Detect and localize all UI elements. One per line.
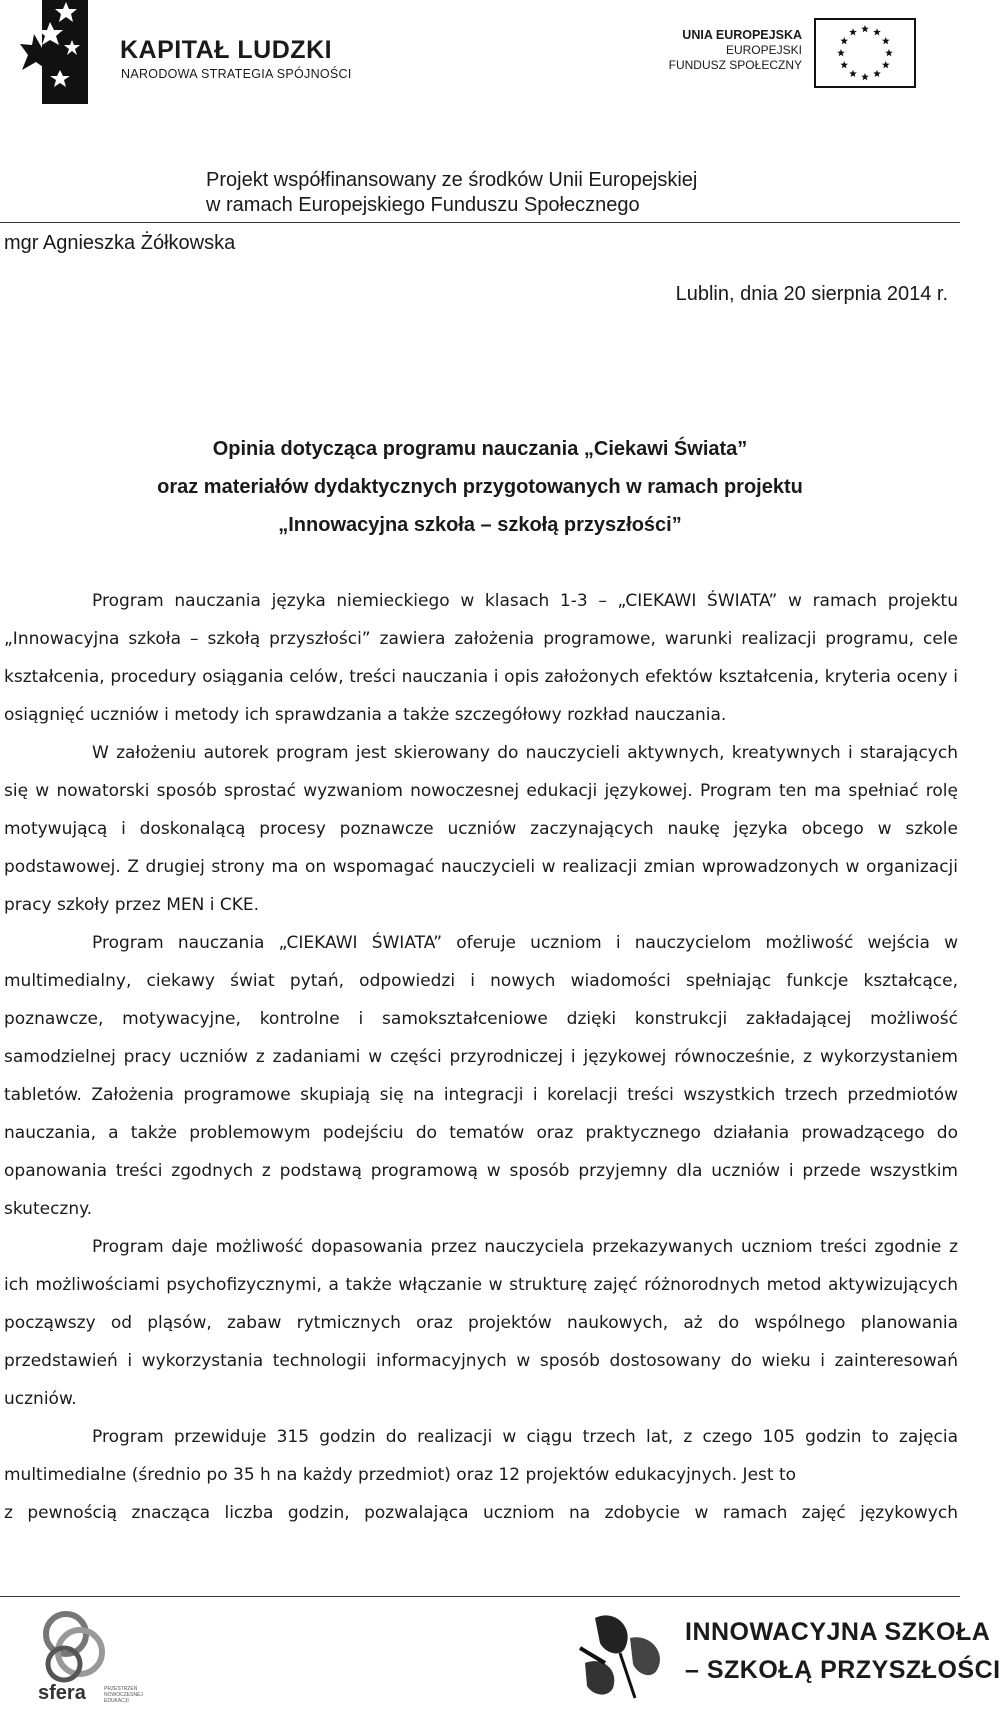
document-date: Lublin, dnia 20 sierpnia 2014 r. [675, 283, 948, 305]
paragraph-5-cont: z pewnością znacząca liczba godzin, pozwalająca uczniom na zdobycie w ramach zajęć językowych [4, 1503, 958, 1523]
eu-fund-text [640, 28, 802, 73]
project-banner [206, 168, 697, 218]
banner-line-2: w ramach Europejskiego Funduszu Społecznego [206, 194, 640, 216]
eu-line-3: FUNDUSZ SPOŁECZNY [668, 58, 802, 72]
innowacyjna-szkola-logo-icon [575, 1608, 675, 1703]
paragraph-5-start: Program przewiduje 315 godzin do realizacji w ciągu trzech lat, z czego 105 godzin to zajęcia multimedialne (średnio po 35 h na każdy przedmiot) oraz 12 projektów edukacyjnych. Jest to [4, 1427, 958, 1485]
innowacyjna-szkola-line-1: INNOWACYJNA SZKOŁA [685, 1618, 991, 1646]
innowacyjna-szkola-line-2: – SZKOŁĄ PRZYSZŁOŚCI [685, 1656, 1001, 1684]
footer-divider [0, 1596, 960, 1597]
paragraph-1: Program nauczania języka niemieckiego w klasach 1-3 – „CIEKAWI ŚWIATA” w ramach projektu „Innowacyjna szkoła – szkołą przyszłości” zawiera założenia programowe, warunki realizacji programu, cele kształcenia, procedury osiągania celów, treści nauczania i opis założonych efektów kształcenia, kryteria oceny i osiągnięć uczniów i metody ich sprawdzania a także szczegółowy rozkład nauczania. [4, 591, 958, 725]
kapital-ludzki-subtitle: NARODOWA STRATEGIA SPÓJNOŚCI [121, 67, 352, 81]
title-line-1: Opinia dotycząca programu nauczania „Ciekawi Świata” [212, 438, 748, 460]
sfera-logo-small-text: PRZESTRZEŃ NOWOCZESNEJ EDUKACJI [104, 1686, 143, 1704]
author-name: mgr Agnieszka Żółkowska [4, 232, 236, 254]
header-divider [0, 222, 960, 223]
document-title [0, 430, 960, 544]
eu-flag-icon [814, 18, 916, 88]
title-line-2: oraz materiałów dydaktycznych przygotowanych w ramach projektu [157, 476, 803, 498]
kapital-ludzki-logo-icon [20, 0, 90, 105]
eu-line-2: EUROPEJSKI [725, 43, 802, 57]
eu-line-1: UNIA EUROPEJSKA [682, 28, 802, 42]
title-line-3: „Innowacyjna szkoła – szkołą przyszłości” [278, 514, 682, 536]
paragraph-4: Program daje możliwość dopasowania przez nauczyciela przekazywanych uczniom treści zgodnie z ich możliwościami psychofizycznymi, a także włączanie w strukturę zajęć różnorodnych metod aktywizujących począwszy od pląsów, zabaw rytmicznych oraz projektów naukowych, aż do wspólnego planowania przedstawień i wykorzystania technologii informacyjnych w sposób dostosowany do wieku i zainteresowań uczniów. [4, 1237, 958, 1409]
kapital-ludzki-title: KAPITAŁ LUDZKI [120, 36, 333, 64]
document-body [4, 582, 958, 1532]
banner-line-1: Projekt współfinansowany ze środków Unii Europejskiej [206, 169, 698, 191]
paragraph-2: W założeniu autorek program jest skierowany do nauczycieli aktywnych, kreatywnych i starających się w nowatorski sposób sprostać wyzwaniom nowoczesnej edukacji językowej. Program ten ma spełniać rolę motywującą i doskonalącą procesy poznawcze uczniów zaczynających naukę języka obcego w szkole podstawowej. Z drugiej strony ma on wspomagać nauczycieli w realizacji zmian wprowadzonych w organizacji pracy szkoły przez MEN i CKE. [4, 743, 958, 915]
sfera-logo-text: sfera [38, 1682, 86, 1704]
paragraph-3: Program nauczania „CIEKAWI ŚWIATA” oferuje uczniom i nauczycielom możliwość wejścia w multimedialny, ciekawy świat pytań, odpowiedzi i nowych wiadomości spełniając funkcje kształcące, poznawcze, motywacyjne, kontrolne i samokształceniowe dzięki konstrukcji zakładającej możliwość samodzielnej pracy uczniów z zadaniami w części przyrodniczej i językowej równocześnie, z wykorzystaniem tabletów. Założenia programowe skupiają się na integracji i korelacji treści wszystkich trzech przedmiotów nauczania, a także problemowym podejściu do tematów oraz praktycznego działania prowadzącego do opanowania treści zgodnych z podstawą programową w sposób przyjemny dla uczniów i przede wszystkim skuteczny. [4, 933, 958, 1219]
